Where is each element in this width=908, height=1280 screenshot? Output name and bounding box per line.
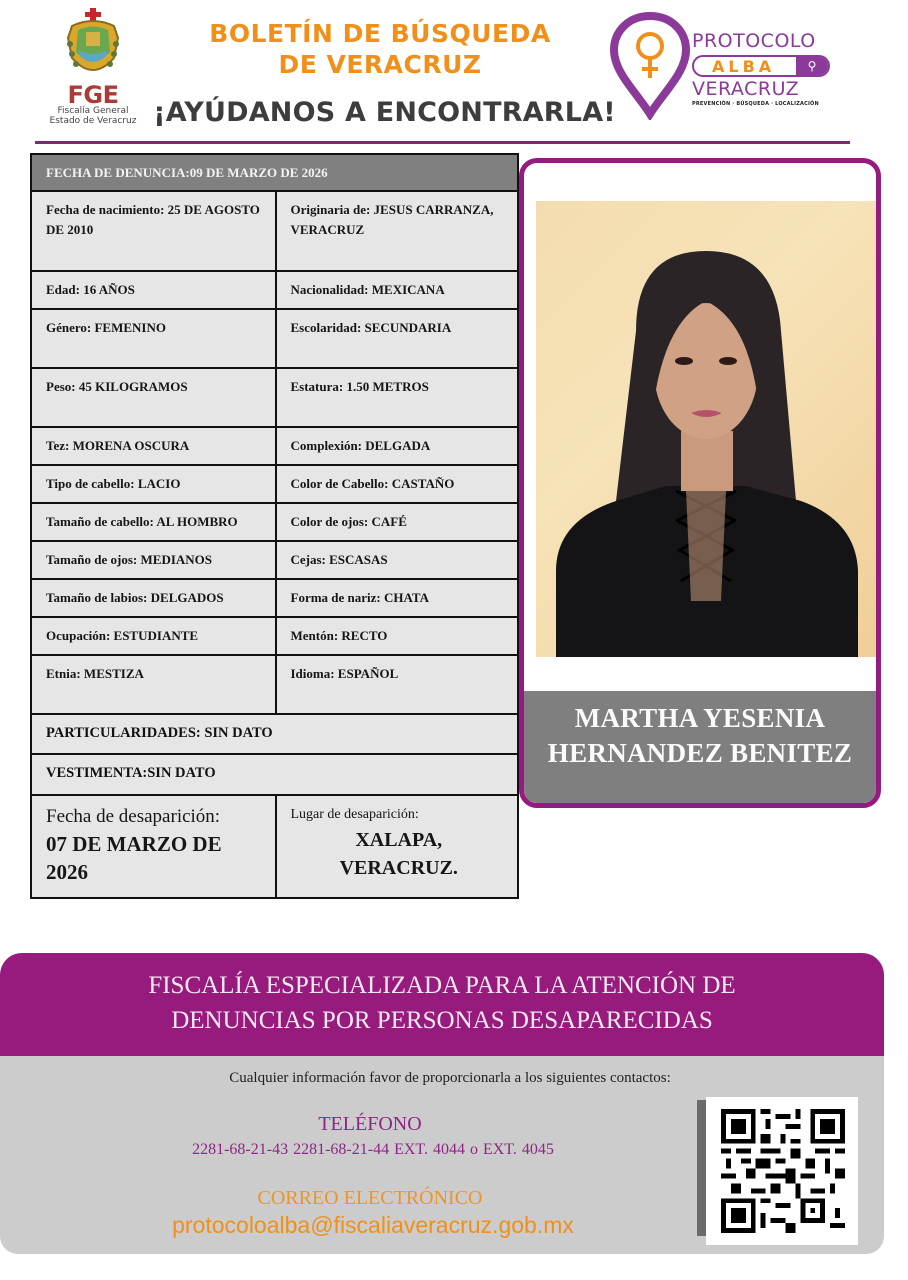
agency-line2: DENUNCIAS POR PERSONAS DESAPARECIDAS	[171, 1007, 713, 1034]
table-row	[32, 369, 517, 428]
table-row	[32, 796, 517, 897]
gender: Género: FEMENINO	[46, 320, 166, 335]
alba-tagline: PREVENCIÓN · BÚSQUEDA · LOCALIZACIÓN	[692, 101, 819, 107]
fge-acronym: FGE	[67, 81, 119, 109]
name-line1: MARTHA YESENIA	[574, 703, 826, 733]
weight: Peso: 45 KILOGRAMOS	[46, 379, 188, 394]
table-row	[32, 580, 517, 618]
hair-color: Color de Cabello: CASTAÑO	[275, 466, 518, 502]
chin: Mentón: RECTO	[275, 618, 518, 654]
nose-shape: Forma de nariz: CHATA	[275, 580, 518, 616]
disappearance-place-state: VERACRUZ.	[339, 857, 458, 879]
fge-logo	[44, 8, 142, 130]
hair-type: Tipo de cabello: LACIO	[46, 476, 181, 491]
contact-intro: Cualquier información favor de proporcionarla a los siguientes contactos:	[229, 1070, 671, 1086]
birth-date: Fecha de nacimiento: 25 DE AGOSTO DE 2010	[46, 202, 260, 237]
portrait-illustration	[536, 201, 878, 657]
fge-name-line1: Fiscalía General	[57, 106, 129, 116]
missing-person-details-table	[30, 153, 519, 899]
bulletin-title-line2: DE VERACRUZ	[278, 50, 482, 79]
table-row	[32, 715, 517, 755]
bulletin-title	[160, 18, 600, 80]
alba-search-pill	[692, 55, 830, 77]
table-row	[32, 310, 517, 369]
origin: Originaria de: JESUS CARRANZA, VERACRUZ	[275, 192, 518, 270]
disappearance-place-label: Lugar de desaparición:	[290, 807, 419, 822]
email-title: CORREO ELECTRÓNICO	[257, 1187, 483, 1209]
bulletin-title-line1: BOLETÍN DE BÚSQUEDA	[209, 19, 551, 48]
table-row	[32, 466, 517, 504]
alba-word: ALBA	[712, 57, 776, 76]
report-date: FECHA DE DENUNCIA:09 DE MARZO DE 2026	[32, 155, 517, 192]
age: Edad: 16 AÑOS	[46, 282, 135, 297]
table-row	[32, 656, 517, 715]
photo-card	[519, 158, 881, 808]
veracruz-coat-of-arms-icon	[62, 8, 124, 82]
eye-size: Tamaño de ojos: MEDIANOS	[46, 552, 213, 567]
fge-name-line2: Estado de Veracruz	[49, 116, 137, 126]
email-link[interactable]: protocoloalba@fiscaliaveracruz.gob.mx	[172, 1212, 574, 1238]
agency-banner	[0, 953, 884, 1056]
language: Idioma: ESPAÑOL	[275, 656, 518, 713]
build: Complexión: DELGADA	[275, 428, 518, 464]
protocolo-alba-logo	[692, 30, 840, 108]
lip-size: Tamaño de labios: DELGADOS	[46, 590, 224, 605]
clothing: VESTIMENTA:SIN DATO	[46, 765, 216, 781]
eyebrows: Cejas: ESCASAS	[275, 542, 518, 578]
header-divider	[35, 141, 850, 144]
table-row	[32, 272, 517, 310]
table-row	[32, 542, 517, 580]
nationality: Nacionalidad: MEXICANA	[275, 272, 518, 308]
skin-tone: Tez: MORENA OSCURA	[46, 438, 190, 453]
search-icon: ⚲	[796, 57, 828, 75]
phone-numbers[interactable]: 2281-68-21-43 2281-68-21-44 EXT. 4044 o EXT. 4045	[192, 1141, 554, 1158]
table-row	[32, 192, 517, 272]
agency-line1: FISCALÍA ESPECIALIZADA PARA LA ATENCIÓN DE	[148, 972, 736, 999]
name-line2: HERNANDEZ BENITEZ	[547, 738, 853, 768]
table-row	[32, 618, 517, 656]
missing-person-name	[524, 691, 876, 803]
eye-color: Color de ojos: CAFÉ	[275, 504, 518, 540]
disappearance-date-label: Fecha de desaparición:	[46, 806, 221, 827]
distinguishing-marks: PARTICULARIDADES: SIN DATO	[46, 725, 273, 741]
disappearance-date-value: 07 DE MARZO DE 2026	[46, 832, 222, 884]
alba-veracruz-text: VERACRUZ	[692, 78, 800, 100]
disappearance-place-cell	[275, 796, 518, 897]
disappearance-date-cell	[32, 796, 275, 897]
schooling: Escolaridad: SECUNDARIA	[275, 310, 518, 367]
height: Estatura: 1.50 METROS	[275, 369, 518, 426]
hair-length: Tamaño de cabello: AL HOMBRO	[46, 514, 238, 529]
alba-protocolo-text: PROTOCOLO	[692, 30, 816, 52]
bulletin-subtitle: ¡AYÚDANOS A ENCONTRARLA!	[153, 97, 616, 128]
portrait-photo	[536, 201, 878, 657]
ethnicity: Etnia: MESTIZA	[46, 666, 144, 681]
table-row	[32, 428, 517, 466]
phone-title: TELÉFONO	[318, 1113, 422, 1135]
table-row	[32, 504, 517, 542]
disappearance-place-city: XALAPA,	[355, 829, 443, 851]
qr-code-icon	[721, 1109, 845, 1233]
occupation: Ocupación: ESTUDIANTE	[46, 628, 199, 643]
qr-code[interactable]	[706, 1097, 858, 1245]
table-row	[32, 755, 517, 796]
